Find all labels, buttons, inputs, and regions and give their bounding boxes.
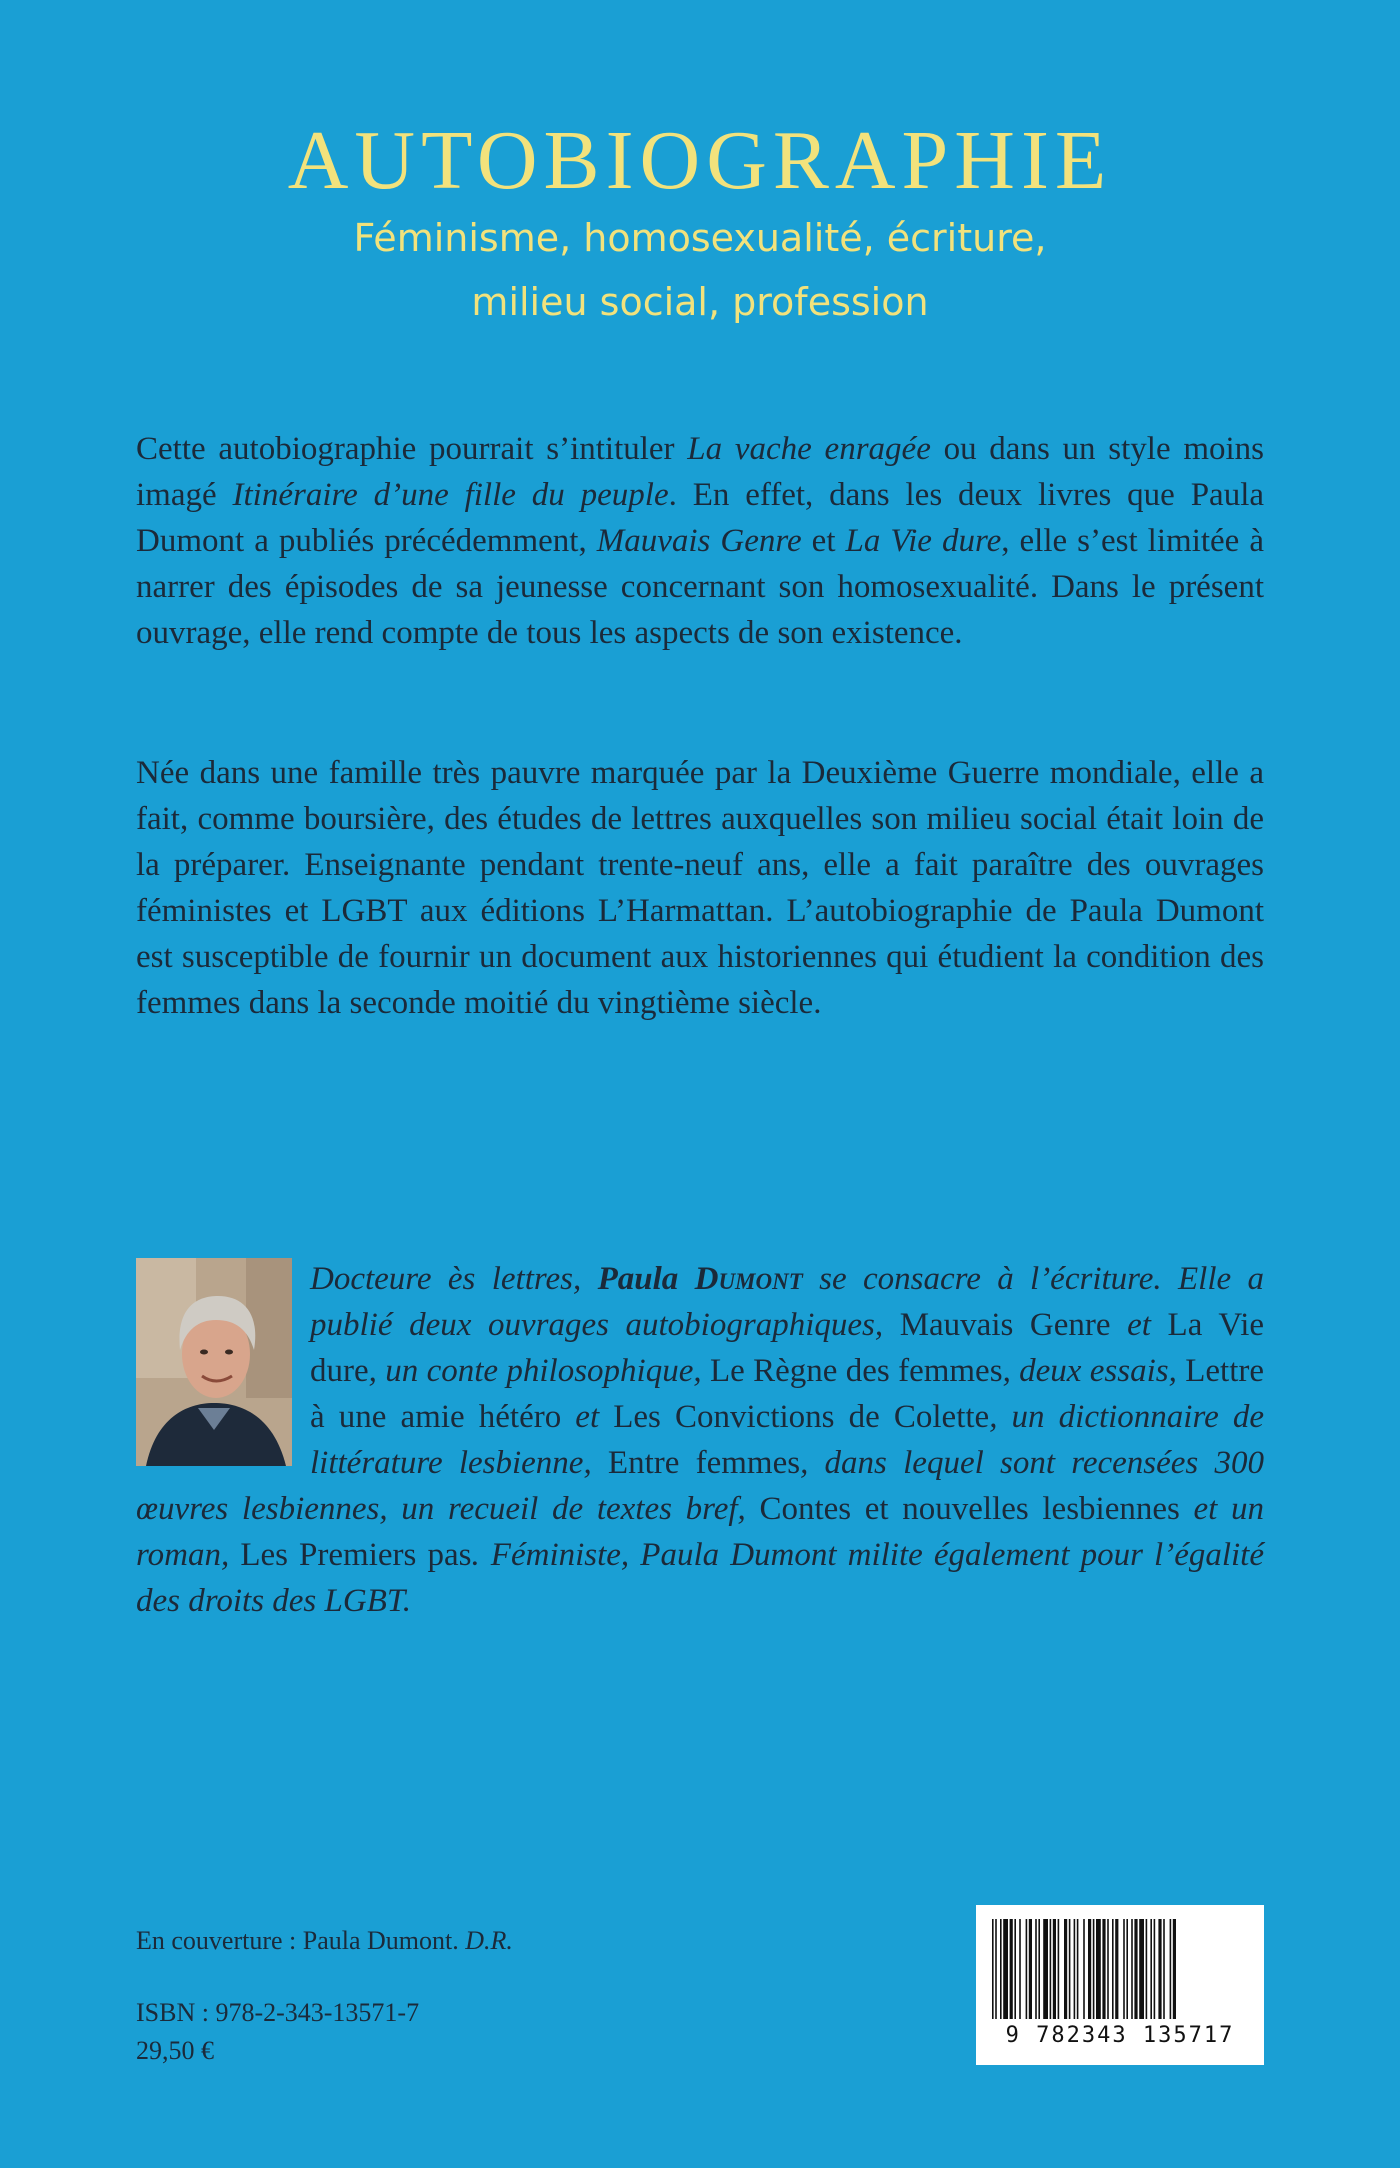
cover-credit-label: En couverture : Paula Dumont. — [136, 1926, 466, 1955]
barcode-bar — [1038, 1919, 1040, 2019]
work-title: Mauvais Genre — [899, 1307, 1111, 1343]
italic-title: La vache enragée — [687, 431, 931, 467]
text-run: . En effet, dans les deux livres que Paula Dumont a publiés précédemment, — [136, 477, 1265, 559]
author-name — [598, 1261, 803, 1297]
barcode-bar — [1053, 1919, 1056, 2019]
text-run: Docteure ès lettres, — [310, 1261, 598, 1297]
text-run: , elle s’est limitée à narrer des épisodes de sa jeunesse concernant son homosexualité. Dans le présent ouvrage, elle rend compte de tous les aspects de son existence. — [136, 523, 1264, 651]
barcode-bar — [1112, 1919, 1114, 2019]
barcode-bar — [1029, 1919, 1032, 2019]
barcode-bar — [1163, 1919, 1165, 2019]
barcode-bar — [1134, 1919, 1137, 2019]
text-run: , dans lequel sont recensées 300 œuvres lesbiennes, un recueil de textes bref, — [136, 1445, 1264, 1527]
barcode-bar — [1077, 1919, 1079, 2019]
text-run: et un roman, — [136, 1491, 1264, 1573]
work-title: Entre femmes — [607, 1445, 801, 1481]
subtitle-line: milieu social, profession — [471, 280, 929, 324]
work-title: Lettre à une amie hétéro — [310, 1353, 1265, 1435]
barcode-bar — [1150, 1919, 1152, 2019]
book-subtitle — [0, 206, 1400, 334]
text-run: ou dans un style moins imagé — [136, 431, 1265, 513]
barcode-bar — [1093, 1919, 1095, 2019]
barcode-bar — [1139, 1919, 1144, 2019]
text-run: , un conte philosophique, — [368, 1353, 710, 1389]
author-portrait — [136, 1258, 292, 1466]
barcode — [976, 1905, 1264, 2065]
barcode-bar — [1154, 1919, 1156, 2019]
barcode-bar — [1126, 1919, 1128, 2019]
barcode-bar — [1043, 1919, 1048, 2019]
italic-title: Itinéraire d’une fille du peuple — [232, 477, 669, 513]
summary-paragraph-2: Née dans une famille très pauvre marquée par la Deuxième Guerre mondiale, elle a fait, comme boursière, des études de lettres auxquelles son milieu social était loin de la préparer. Enseignante pendant trente-neuf ans, elle a fait paraître des ouvrages féministes et LGBT aux éditions L’Harmattan. L’autobiographie de Paula Dumont est susceptible de fournir un document aux historiennes qui étudient la condition des femmes dans la seconde moitié du vingtième siècle. — [136, 755, 1264, 1021]
text-run: , deux essais, — [1002, 1353, 1186, 1389]
barcode-bar — [1010, 1919, 1013, 2019]
barcode-bar — [1058, 1919, 1060, 2019]
author-last-name: Dumont — [694, 1261, 803, 1297]
barcode-bar — [1170, 1919, 1172, 2019]
barcode-bar — [1131, 1919, 1133, 2019]
text-run: et — [561, 1399, 614, 1435]
barcode-bar — [1064, 1919, 1067, 2019]
text-run: . Féministe, Paula Dumont milite également pour l’égalité des droits des LGBT. — [136, 1537, 1264, 1619]
barcode-bar — [1173, 1919, 1176, 2019]
barcode-number: 9 782343 135717 — [1005, 2023, 1235, 2048]
barcode-bar — [1115, 1919, 1118, 2019]
italic-title: Mauvais Genre — [596, 523, 802, 559]
text-run: et — [801, 523, 846, 559]
barcode-bar — [1000, 1919, 1002, 2019]
barcode-bar — [1003, 1919, 1008, 2019]
barcode-bar — [1083, 1919, 1085, 2019]
barcode-bar — [995, 1919, 997, 2019]
subtitle-line: Féminisme, homosexualité, écriture, — [353, 216, 1047, 260]
price: 29,50 € — [136, 2036, 214, 2065]
cover-credit-rights: D.R. — [465, 1926, 513, 1955]
barcode-bar — [992, 1919, 994, 2019]
cover-credit — [136, 1926, 513, 1956]
text-run: se consacre à l’écriture. Elle a publié deux ouvrages autobiographiques, — [310, 1261, 1264, 1343]
text-run: Cette autobiographie pourrait s’intituler — [136, 431, 688, 467]
barcode-bar — [1026, 1919, 1028, 2019]
barcode-bar — [1158, 1919, 1161, 2019]
barcode-bar — [1019, 1919, 1021, 2019]
work-title: Le Règne des femmes — [709, 1353, 1003, 1389]
barcode-bar — [1050, 1919, 1052, 2019]
text-run: , un dictionnaire de littérature lesbienne, — [310, 1399, 1264, 1481]
barcode-bar — [1096, 1919, 1101, 2019]
isbn: ISBN : 978-2-343-13571-7 — [136, 1998, 420, 2027]
barcode-bar — [1102, 1919, 1105, 2019]
work-title: La Vie dure — [310, 1307, 1265, 1389]
barcode-bar — [1146, 1919, 1148, 2019]
author-first-name: Paula — [597, 1261, 695, 1297]
book-title: AUTOBIOGRAPHIE — [287, 114, 1113, 207]
barcode-bar — [1088, 1919, 1091, 2019]
barcode-bar — [1035, 1919, 1037, 2019]
italic-title: La Vie dure — [845, 523, 1002, 559]
barcode-bar — [1074, 1919, 1076, 2019]
author-portrait-image — [136, 1258, 292, 1466]
summary-paragraph-1 — [136, 426, 1264, 656]
author-bio — [136, 1256, 1264, 1624]
barcode-bar — [1069, 1919, 1071, 2019]
work-title: Contes et nouvelles lesbiennes — [759, 1491, 1180, 1527]
barcode-bar — [1107, 1919, 1109, 2019]
barcode-bar — [1123, 1919, 1125, 2019]
barcode-bars — [990, 1919, 1250, 2021]
work-title: Les Convictions de Colette — [613, 1399, 990, 1435]
barcode-bar — [1014, 1919, 1016, 2019]
work-title: Les Premiers pas — [240, 1537, 472, 1573]
text-run: et — [1110, 1307, 1168, 1343]
author-bio-section — [136, 1256, 1264, 1624]
